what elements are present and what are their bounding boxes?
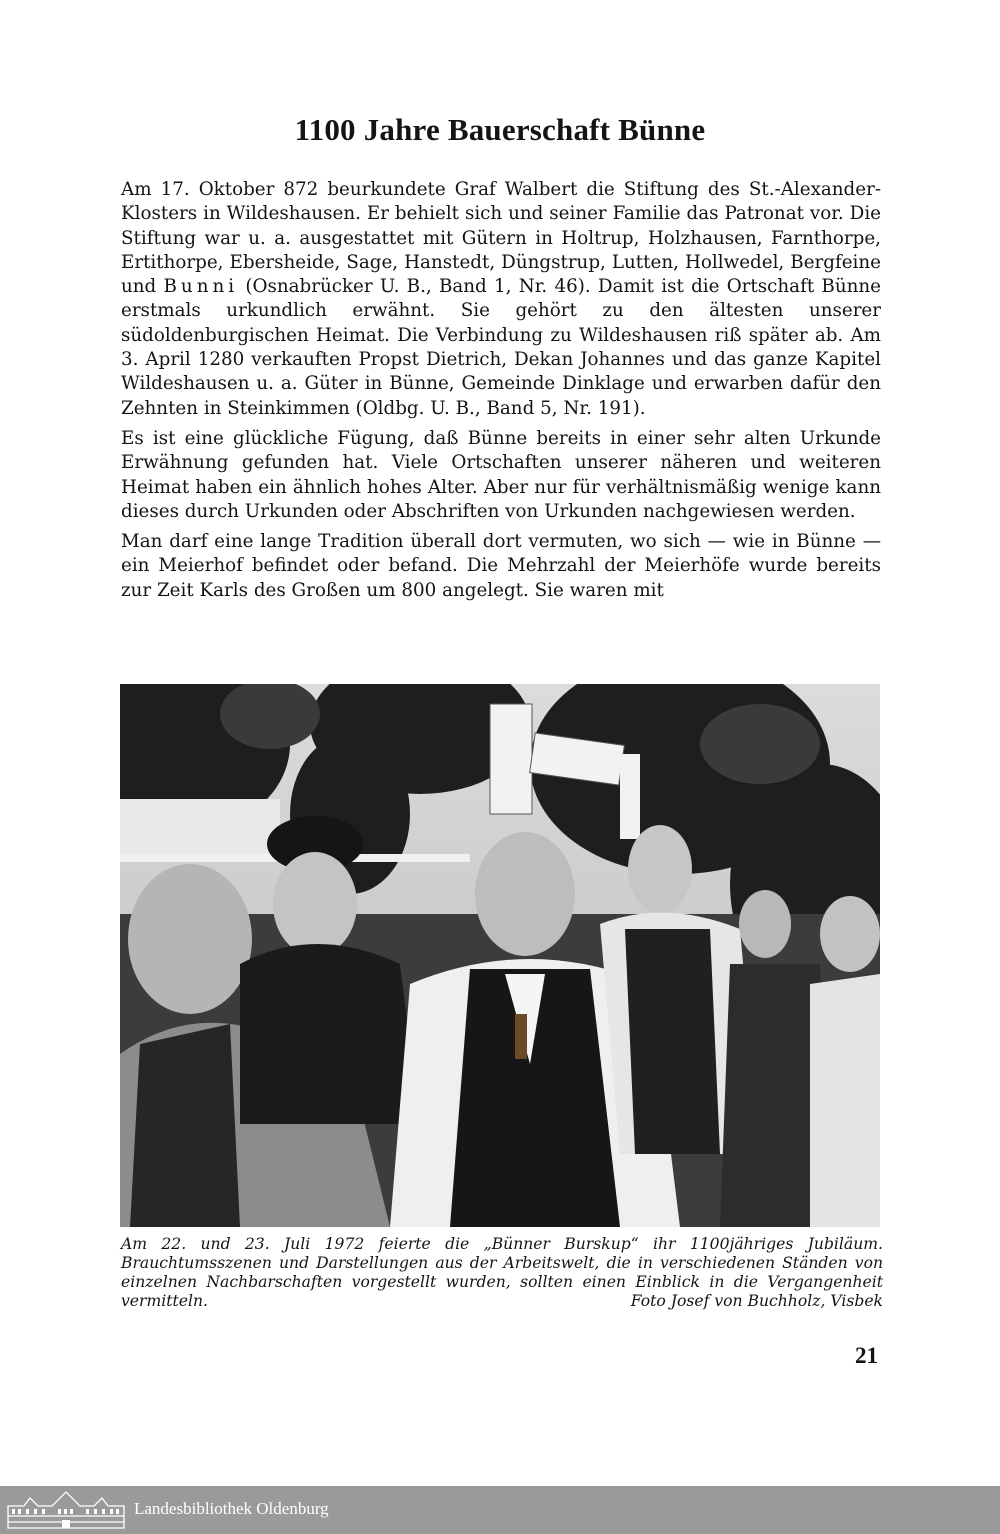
library-name: Landesbibliothek Oldenburg (134, 1499, 329, 1518)
spaced-word: Bunni (163, 276, 239, 298)
caption-text: Am 22. und 23. Juli 1972 feierte die „Bünner Burskup“ ihr 1100jähriges Jubiläum. Brauchtumsszenen und Darstellungen aus der Arbeitswelt, die in verschiedenen Ständen von einzelnen Nachbarschaften vorgestellt wurden, sollten einen Einblick in die Vergangenheit vermitteln. (121, 1235, 883, 1310)
article-body (121, 178, 881, 609)
library-building-logo-icon (6, 1490, 126, 1530)
photo-credit: Foto Josef von Buchholz, Visbek (630, 1292, 883, 1310)
photo-caption (121, 1235, 883, 1311)
photo-illustration (120, 684, 880, 1227)
paragraph-3: Man darf eine lange Tradition überall dort vermuten, wo sich — wie in Bünne — ein Meierhof befindet oder befand. Die Mehrzahl der Meierhöfe wurde bereits zur Zeit Karls des Großen um 800 angelegt. Sie waren mit (121, 531, 881, 601)
page-number: 21 (855, 1343, 878, 1368)
festival-photo (120, 684, 880, 1227)
paragraph-1: Am 17. Oktober 872 beurkundete Graf Walbert die Stiftung des St.-Alexander-Klosters in Wildeshausen. Er behielt sich und seiner Familie das Patronat vor. Die Stiftung war u. a. ausgestattet mit Gütern in Holtrup, Holzhausen, Farnthorpe, Ertithorpe, Ebersheide, Sage, Hanstedt, Düngstrup, Lutten, Hollwedel, Bergfeine und Bunni (Osnabrücker U. B., Band 1, Nr. 46). Damit ist die Ortschaft Bünne erstmals urkundlich erwähnt. Sie gehört zu den ältesten unserer südoldenburgischen Heimat. Die Verbindung zu Wildeshausen riß später ab. Am 3. April 1280 verkauften Propst Dietrich, Dekan Johannes und das ganze Kapitel Wildeshausen u. a. Güter in Bünne, Gemeinde Dinklage und erwarben dafür den Zehnten in Steinkimmen (Oldbg. U. B., Band 5, Nr. 191). (121, 179, 881, 419)
footer-bar (0, 1486, 1000, 1534)
paragraph-2: Es ist eine glückliche Fügung, daß Bünne bereits in einer sehr alten Urkunde Erwähnung gefunden hat. Viele Ortschaften unserer näheren und weiteren Heimat haben ein ähnlich hohes Alter. Aber nur für verhältnismäßig wenige kann dieses durch Urkunden oder Abschriften von Urkunden nachgewiesen werden. (121, 427, 881, 522)
page-title: 1100 Jahre Bauerschaft Bünne (294, 112, 706, 147)
